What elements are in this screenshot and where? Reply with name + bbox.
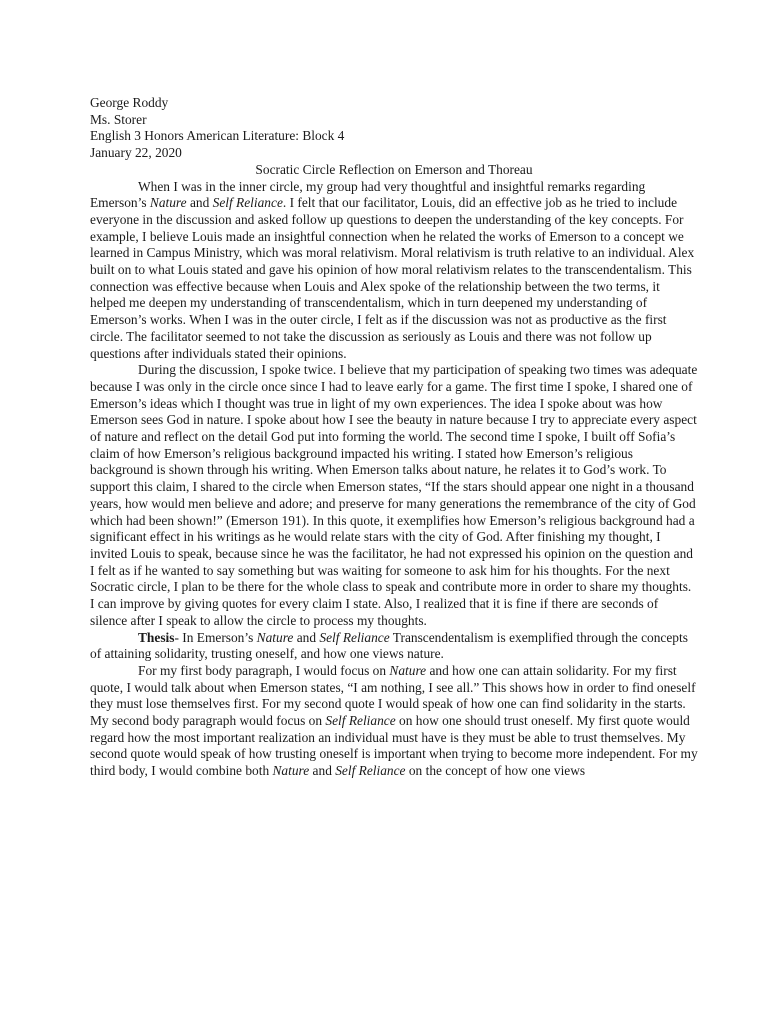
text-run: on the concept of how one views — [405, 763, 586, 779]
paragraph-participation: During the discussion, I spoke twice. I believe that my participation of speaking two times was adequate because I was only in the circle once since I had to leave early for a game. The first time I spoke, I shared one of Emerson’s ideas which I thought was true in light of my own experiences. The idea I spoke about was how Emerson sees God in nature. I spoke about how I see the beauty in nature because I try to appreciate every aspect of nature and reflect on the detail God put into forming the world. The second time I spoke, I built off Sofia’s claim of how Emerson’s religious background impacted his writing. I stated how Emerson’s religious background is shown through his writing. When Emerson talks about nature, he relates it to God’s work. To support this claim, I shared to the circle when Emerson states, “If the stars should appear one night in a thousand years, how would men believe and adore; and preserve for many generations the remembrance of the city of God which had been shown!” (Emerson 191). In this quote, it exemplifies how Emerson’s religious background had a significant effect in his writings as he would relate stars with the city of God. After finishing my thought, I invited Louis to speak, because since he was the facilitator, he had not expressed his opinion on the question and I felt as if he wanted to say something but was waiting for someone to ask him for his thoughts. For the next Socratic circle, I plan to be there for the whole class to speak and contribute more in order to share my thoughts. I can improve by giving quotes for every claim I state. Also, I realized that it is fine if there are seconds of silence after I speak to allow the circle to process my thoughts. — [90, 362, 698, 628]
text-run: on how one should trust oneself. My first quote would regard how the most important realization an individual must have is they must be able to trust themselves. My second quote would speak of how trusting oneself is important when trying to become more independent. For my third body, I would combine both — [90, 713, 698, 779]
course-name: English 3 Honors American Literature: Block 4 — [90, 128, 345, 144]
work-title-nature: Nature — [149, 195, 187, 211]
text-run: and how one can attain solidarity. For my first quote, I would talk about when Emerson states, “I am nothing, I see all.” This shows how in order to find oneself they must lose themselves first. For my second quote I would speak of how one can find solidarity in the starts. My second body paragraph would focus on — [90, 662, 696, 729]
work-title-nature: Nature — [272, 763, 310, 779]
text-run: - In Emerson’s — [174, 629, 257, 645]
text-run: Transcendentalism is exemplified through the concepts of attaining solidarity, trusting oneself, and how one views nature. — [90, 629, 688, 662]
paragraph-inner-outer-circle — [90, 179, 698, 363]
text-run: and — [309, 763, 336, 779]
paragraph-body-plan — [90, 663, 698, 780]
text-run: . I felt that our facilitator, Louis, did an effective job as he tried to include everyone in the discussion and asked follow up questions to deepen the understanding of the key concepts. For example, I believe Louis made an insightful connection when he related the works of Emerson to a concept we learned in Campus Ministry, which was moral relativism. Moral relativism is truth relative to an individual. Alex built on to what Louis stated and gave his opinion of how moral relativism relates to the transcendentalism. This connection was effective because when Louis and Alex spoke of the relationship between the two terms, it helped me deepen my understanding of transcendentalism, which in turn deepened my understanding of Emerson’s works. When I was in the outer circle, I felt as if the discussion was not as productive as the first circle. The facilitator seemed to not take the discussion as seriously as Louis and there was not follow up questions after individuals stated their opinions. — [90, 195, 695, 361]
work-title-nature: Nature — [256, 629, 294, 645]
text-run: and — [186, 195, 213, 211]
document-header — [90, 95, 698, 162]
text-run: When I was in the inner circle, my group had very thoughtful and insightful remarks regarding Emerson’s — [90, 178, 646, 211]
work-title-self-reliance: Self Reliance — [212, 195, 283, 211]
teacher-name: Ms. Storer — [90, 111, 147, 127]
work-title-self-reliance: Self Reliance — [319, 629, 390, 645]
document-title: Socratic Circle Reflection on Emerson and Thoreau — [255, 161, 533, 177]
work-title-self-reliance: Self Reliance — [325, 713, 396, 729]
text-run: For my first body paragraph, I would focus on — [138, 662, 390, 678]
text-run: and — [293, 629, 320, 645]
thesis-label: Thesis — [138, 629, 175, 645]
work-title-self-reliance: Self Reliance — [335, 763, 406, 779]
work-title-nature: Nature — [389, 662, 427, 678]
document-date: January 22, 2020 — [90, 145, 182, 161]
paragraph-thesis — [90, 630, 698, 663]
author-name: George Roddy — [90, 95, 169, 110]
